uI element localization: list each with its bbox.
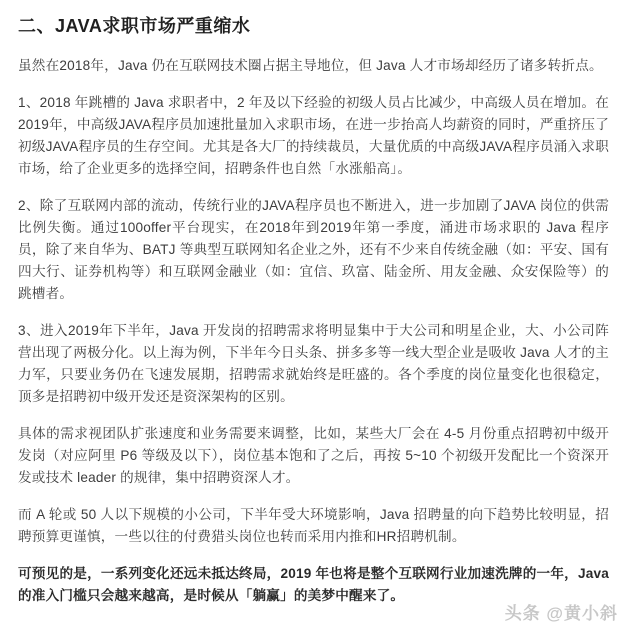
toutiao-watermark xyxy=(505,599,618,624)
article-paragraph-point-2: 2、除了互联网内部的流动，传统行业的JAVA程序员也不断进入，进一步加剧了JAVA 岗位的供需比例失衡。通过100offer平台现实，在2018年到2019年第一季度，涌进市场求职的 Java 程序员，除了来自华为、BATJ 等典型互联网知名企业之外，还有不少来自传统金融（如：平安、国有四大行、证券机构等）和互联网金融业（如：宜信、玖富、陆金所、用友金融、众安保险等）的跳槽者。 xyxy=(18,198,609,301)
article-heading: 二、JAVA求职市场严重缩水 xyxy=(18,16,251,36)
watermark-text: 头条 @黄小斜 xyxy=(504,604,618,623)
article-paragraph-small-companies: 而 A 轮或 50 人以下规模的小公司，下半年受大环境影响，Java 招聘量的向下趋势比较明显，招聘预算更谨慎，一些以往的付费猎头岗位也转而采用内推和HR招聘机制。 xyxy=(18,507,609,544)
article-paragraph-intro: 虽然在2018年，Java 仍在互联网技术圈占据主导地位，但 Java 人才市场却经历了诸多转折点。 xyxy=(18,58,603,73)
article-paragraph-detail: 具体的需求视团队扩张速度和业务需要来调整，比如，某些大厂会在 4-5 月份重点招聘初中级开发岗（对应阿里 P6 等级及以下），岗位基本饱和了之后，再按 5~10 个初级开发配比一个资深开发或技术 leader 的规律，集中招聘资深人才。 xyxy=(18,426,609,485)
article-paragraph-conclusion: 可预见的是，一系列变化还远未抵达终局，2019 年也将是整个互联网行业加速洗牌的一年，Java 的准入门槛只会越来越高，是时候从「躺赢」的美梦中醒来了。 xyxy=(18,566,609,603)
article-paragraph-point-3: 3、进入2019年下半年，Java 开发岗的招聘需求将明显集中于大公司和明星企业，大、小公司阵营出现了两极分化。以上海为例，下半年今日头条、拼多多等一线大型企业是吸收 Java 人才的主力军，只要业务仍在飞速发展期，招聘需求就始终是旺盛的。各个季度的岗位量变化也很稳定，顶多是招聘初中级开发还是资深架构的区别。 xyxy=(18,323,609,404)
article-paragraph-point-1: 1、2018 年跳槽的 Java 求职者中，2 年及以下经验的初级人员占比减少，中高级人员在增加。在2019年，中高级JAVA程序员加速批量加入求职市场，在进一步抬高人均薪资的同时，严重挤压了初级JAVA程序员的生存空间。尤其是各大厂的持续裁员，大量优质的中高级JAVA程序员涌入求职市场，给了企业更多的选择空间，招聘条件也自然「水涨船高」。 xyxy=(18,95,609,176)
